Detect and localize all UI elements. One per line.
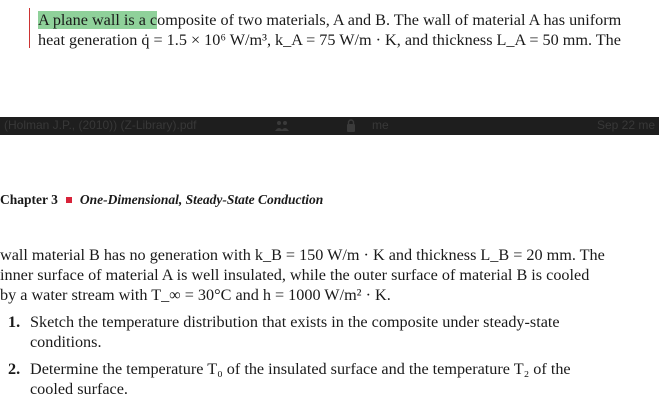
body-line-1: wall material B has no generation with k_B = 150 W/m · K and thickness L_B = 20 mm. The	[0, 246, 605, 264]
chapter-marker-icon	[66, 197, 72, 203]
problem-line-1: A plane wall is a composite of two materials, A and B. The wall of material A has uniform	[38, 11, 622, 29]
body-line-3: by a water stream with T_∞ = 30°C and h = 1000 W/m² · K.	[0, 286, 391, 304]
problem-text-continued[interactable]	[0, 245, 605, 305]
question-list	[8, 312, 600, 406]
modified-date: Sep 22 me	[596, 118, 655, 132]
previous-page-fragment	[0, 0, 659, 117]
chapter-subtitle: One-Dimensional, Steady-State Conduction	[79, 192, 324, 207]
question-text: Sketch the temperature distribution that exists in the composite under steady-state conditions.	[30, 313, 560, 351]
owner-label: me	[372, 118, 389, 132]
question-item-1[interactable]	[8, 312, 600, 352]
problem-line-2: heat generation q̇ = 1.5 × 10⁶ W/m³, k_A = 75 W/m · K, and thickness L_A = 50 mm. The	[38, 31, 621, 49]
document-title[interactable]: (Holman J.P., (2010)) (Z-Library).pdf	[4, 118, 197, 132]
question-number: 2.	[8, 360, 21, 378]
question-item-2[interactable]	[8, 359, 600, 399]
text-highlight[interactable]: A plane wall is a c	[38, 11, 158, 29]
question-number: 1.	[8, 313, 21, 331]
lock-icon	[346, 119, 356, 132]
margin-line	[29, 8, 30, 48]
body-line-2: inner surface of material A is well insulated, while the outer surface of material B is cooled	[0, 266, 590, 284]
chapter-label: Chapter 3	[0, 192, 58, 207]
chapter-running-header	[0, 192, 323, 208]
shared-people-icon[interactable]	[275, 120, 289, 132]
question-text: Determine the temperature T₀ of the insulated surface and the temperature T₂ of the cooled surface.	[30, 360, 571, 398]
problem-text-top[interactable]	[38, 10, 642, 50]
pdf-document-bar	[0, 117, 659, 135]
